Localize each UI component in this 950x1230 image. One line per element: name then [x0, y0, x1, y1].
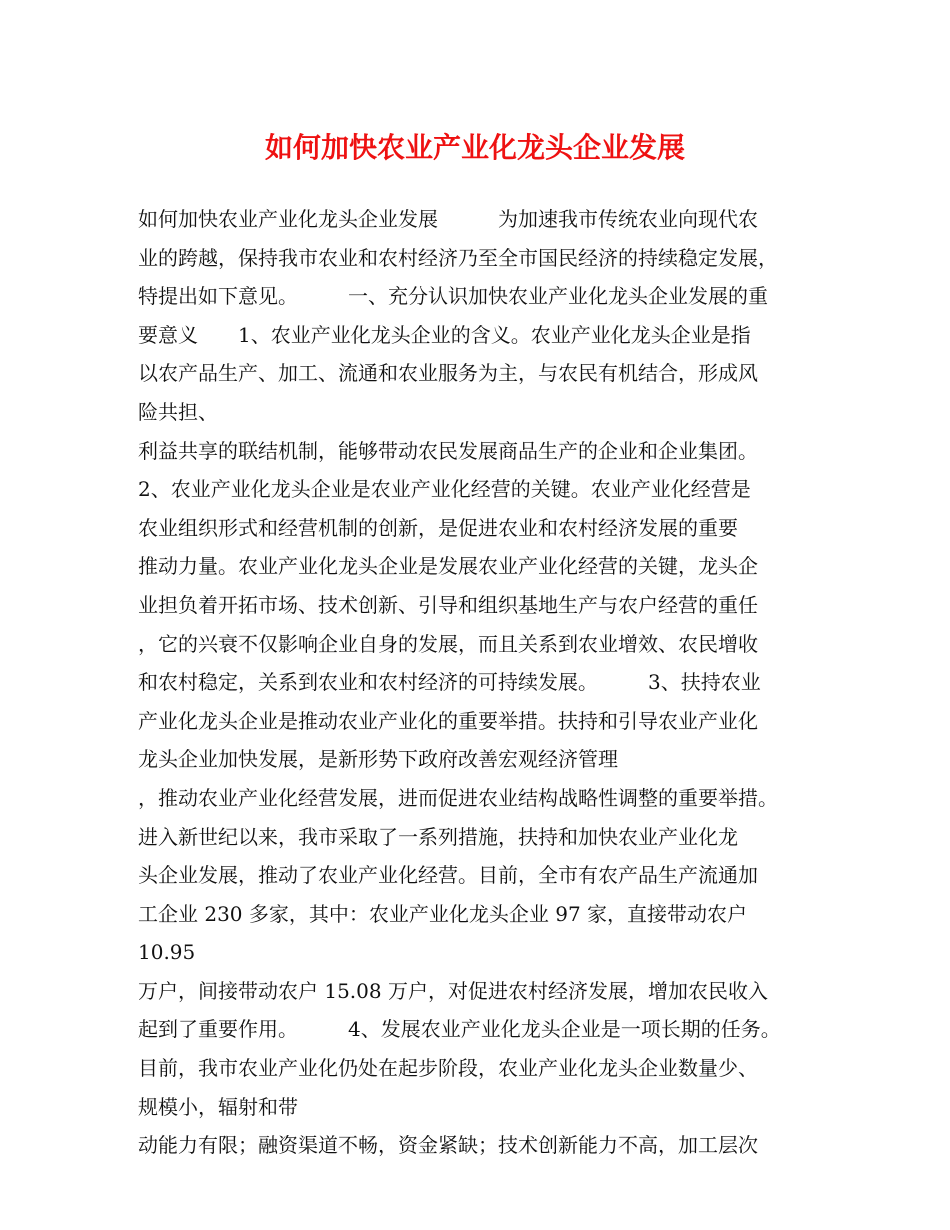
body-line: 万户，间接带动农户 15.08 万户，对促进农村经济发展，增加农民收入 [138, 978, 768, 1003]
body-line: 10.95 [138, 940, 196, 965]
body-line: 2、农业产业化龙头企业是农业产业化经营的关键。农业产业化经营是 [138, 477, 751, 502]
body-line: ，它的兴衰不仅影响企业自身的发展，而且关系到农业增效、农民增收 [138, 631, 758, 656]
body-line: 动能力有限；融资渠道不畅，资金紧缺；技术创新能力不高，加工层次 [138, 1133, 758, 1158]
body-line: 目前，我市农业产业化仍处在起步阶段，农业产业化龙头企业数量少、 [138, 1056, 758, 1081]
body-line: 推动力量。农业产业化龙头企业是发展农业产业化经营的关键，龙头企 [138, 554, 758, 579]
body-line: 进入新世纪以来，我市采取了一系列措施，扶持和加快农业产业化龙 [138, 824, 738, 849]
body-line: 农业组织形式和经营机制的创新，是促进农业和农村经济发展的重要 [138, 515, 738, 540]
document-body [138, 200, 838, 1165]
body-line: 业的跨越，保持我市农业和农村经济乃至全市国民经济的持续稳定发展， [138, 245, 778, 270]
body-line: 龙头企业加快发展，是新形势下政府改善宏观经济管理 [138, 747, 618, 772]
body-line: 以农产品生产、加工、流通和农业服务为主，与农民有机结合，形成风 [138, 361, 758, 386]
body-line: 规模小，辐射和带 [138, 1094, 298, 1119]
body-line: 利益共享的联结机制，能够带动农民发展商品生产的企业和企业集团。 [138, 438, 758, 463]
body-line: ，推动农业产业化经营发展，进而促进农业结构战略性调整的重要举措。 [138, 785, 778, 810]
body-line: 业担负着开拓市场、技术创新、引导和组织基地生产与农户经营的重任 [138, 592, 758, 617]
body-line: 和农村稳定，关系到农业和农村经济的可持续发展。 3、扶持农业 [138, 670, 761, 695]
body-line: 起到了重要作用。 4、发展农业产业化龙头企业是一项长期的任务。 [138, 1017, 781, 1042]
body-line: 头企业发展，推动了农业产业化经营。目前，全市有农产品生产流通加 [138, 863, 758, 888]
body-line: 如何加快农业产业化龙头企业发展 为加速我市传统农业向现代农 [138, 207, 758, 231]
body-line: 特提出如下意见。 一、充分认识加快农业产业化龙头企业发展的重 [138, 284, 768, 309]
body-line: 工企业 230 多家，其中：农业产业化龙头企业 97 家，直接带动农户 [138, 901, 748, 926]
body-line: 产业化龙头企业是推动农业产业化的重要举措。扶持和引导农业产业化 [138, 708, 758, 733]
body-line: 要意义 1、农业产业化龙头企业的含义。农业产业化龙头企业是指 [138, 322, 751, 347]
body-line: 险共担、 [138, 399, 218, 424]
document-title: 如何加快农业产业化龙头企业发展 [264, 131, 685, 164]
